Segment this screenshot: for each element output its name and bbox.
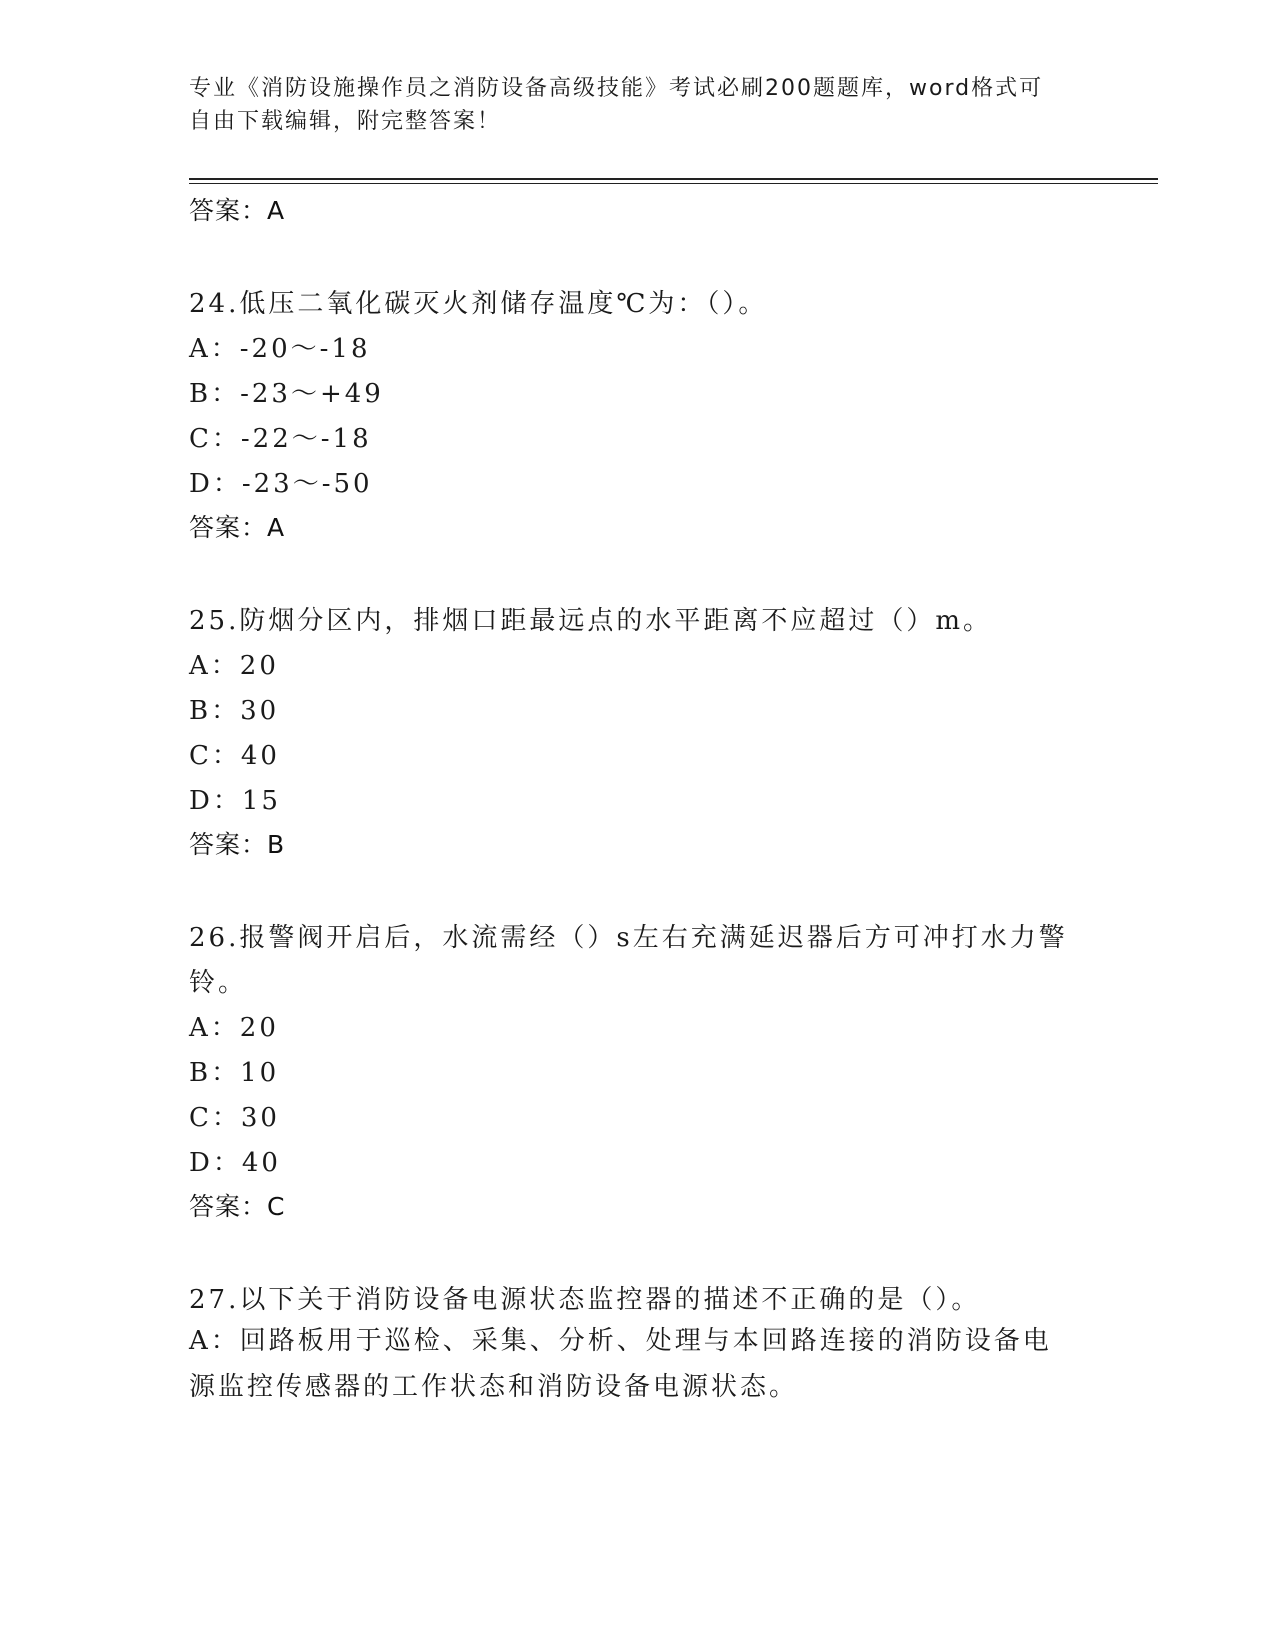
question-24-option-d: D：-23～-50 [189,469,373,499]
question-26-stem-line-1: 26.报警阀开启后，水流需经（）s左右充满延迟器后方可冲打水力警 [189,923,1068,953]
question-26-option-c: C：30 [189,1103,280,1133]
question-25-option-c: C：40 [189,741,280,771]
question-26-stem-line-2: 铃。 [189,968,248,998]
header-divider-thick [189,178,1158,180]
question-27-option-a: A：回路板用于巡检、采集、分析、处理与本回路连接的消防设备电源监控传感器的工作状态和消防设备电源状态。 [189,1326,1052,1402]
question-24-stem: 24.低压二氧化碳灭火剂储存温度℃为：（）。 [189,289,768,319]
answer-prev: 答案：A [189,196,286,225]
header-line-1: 专业《消防设施操作员之消防设备高级技能》考试必刷200题题库，word格式可 [189,76,1044,101]
header-line-2: 自由下载编辑，附完整答案！ [189,109,502,134]
header-divider-thin [189,183,1158,184]
question-24-option-b: B：-23～+49 [189,379,384,409]
question-25-option-a: A：20 [189,651,279,681]
question-27-stem: 27.以下关于消防设备电源状态监控器的描述不正确的是（）。 [189,1285,981,1315]
question-26-answer: 答案：C [189,1192,286,1221]
question-24-answer: 答案：A [189,513,286,542]
question-24-option-a: A：-20～-18 [189,334,371,364]
question-25-answer: 答案：B [189,830,286,859]
question-25-option-d: D：15 [189,786,281,816]
question-26-option-d: D：40 [189,1148,281,1178]
question-25-option-b: B：30 [189,696,280,726]
question-26-option-b: B：10 [189,1058,280,1088]
question-24-option-c: C：-22～-18 [189,424,372,454]
question-25-stem: 25.防烟分区内，排烟口距最远点的水平距离不应超过（）m。 [189,606,993,636]
document-header [189,72,1079,138]
question-26-option-a: A：20 [189,1013,279,1043]
